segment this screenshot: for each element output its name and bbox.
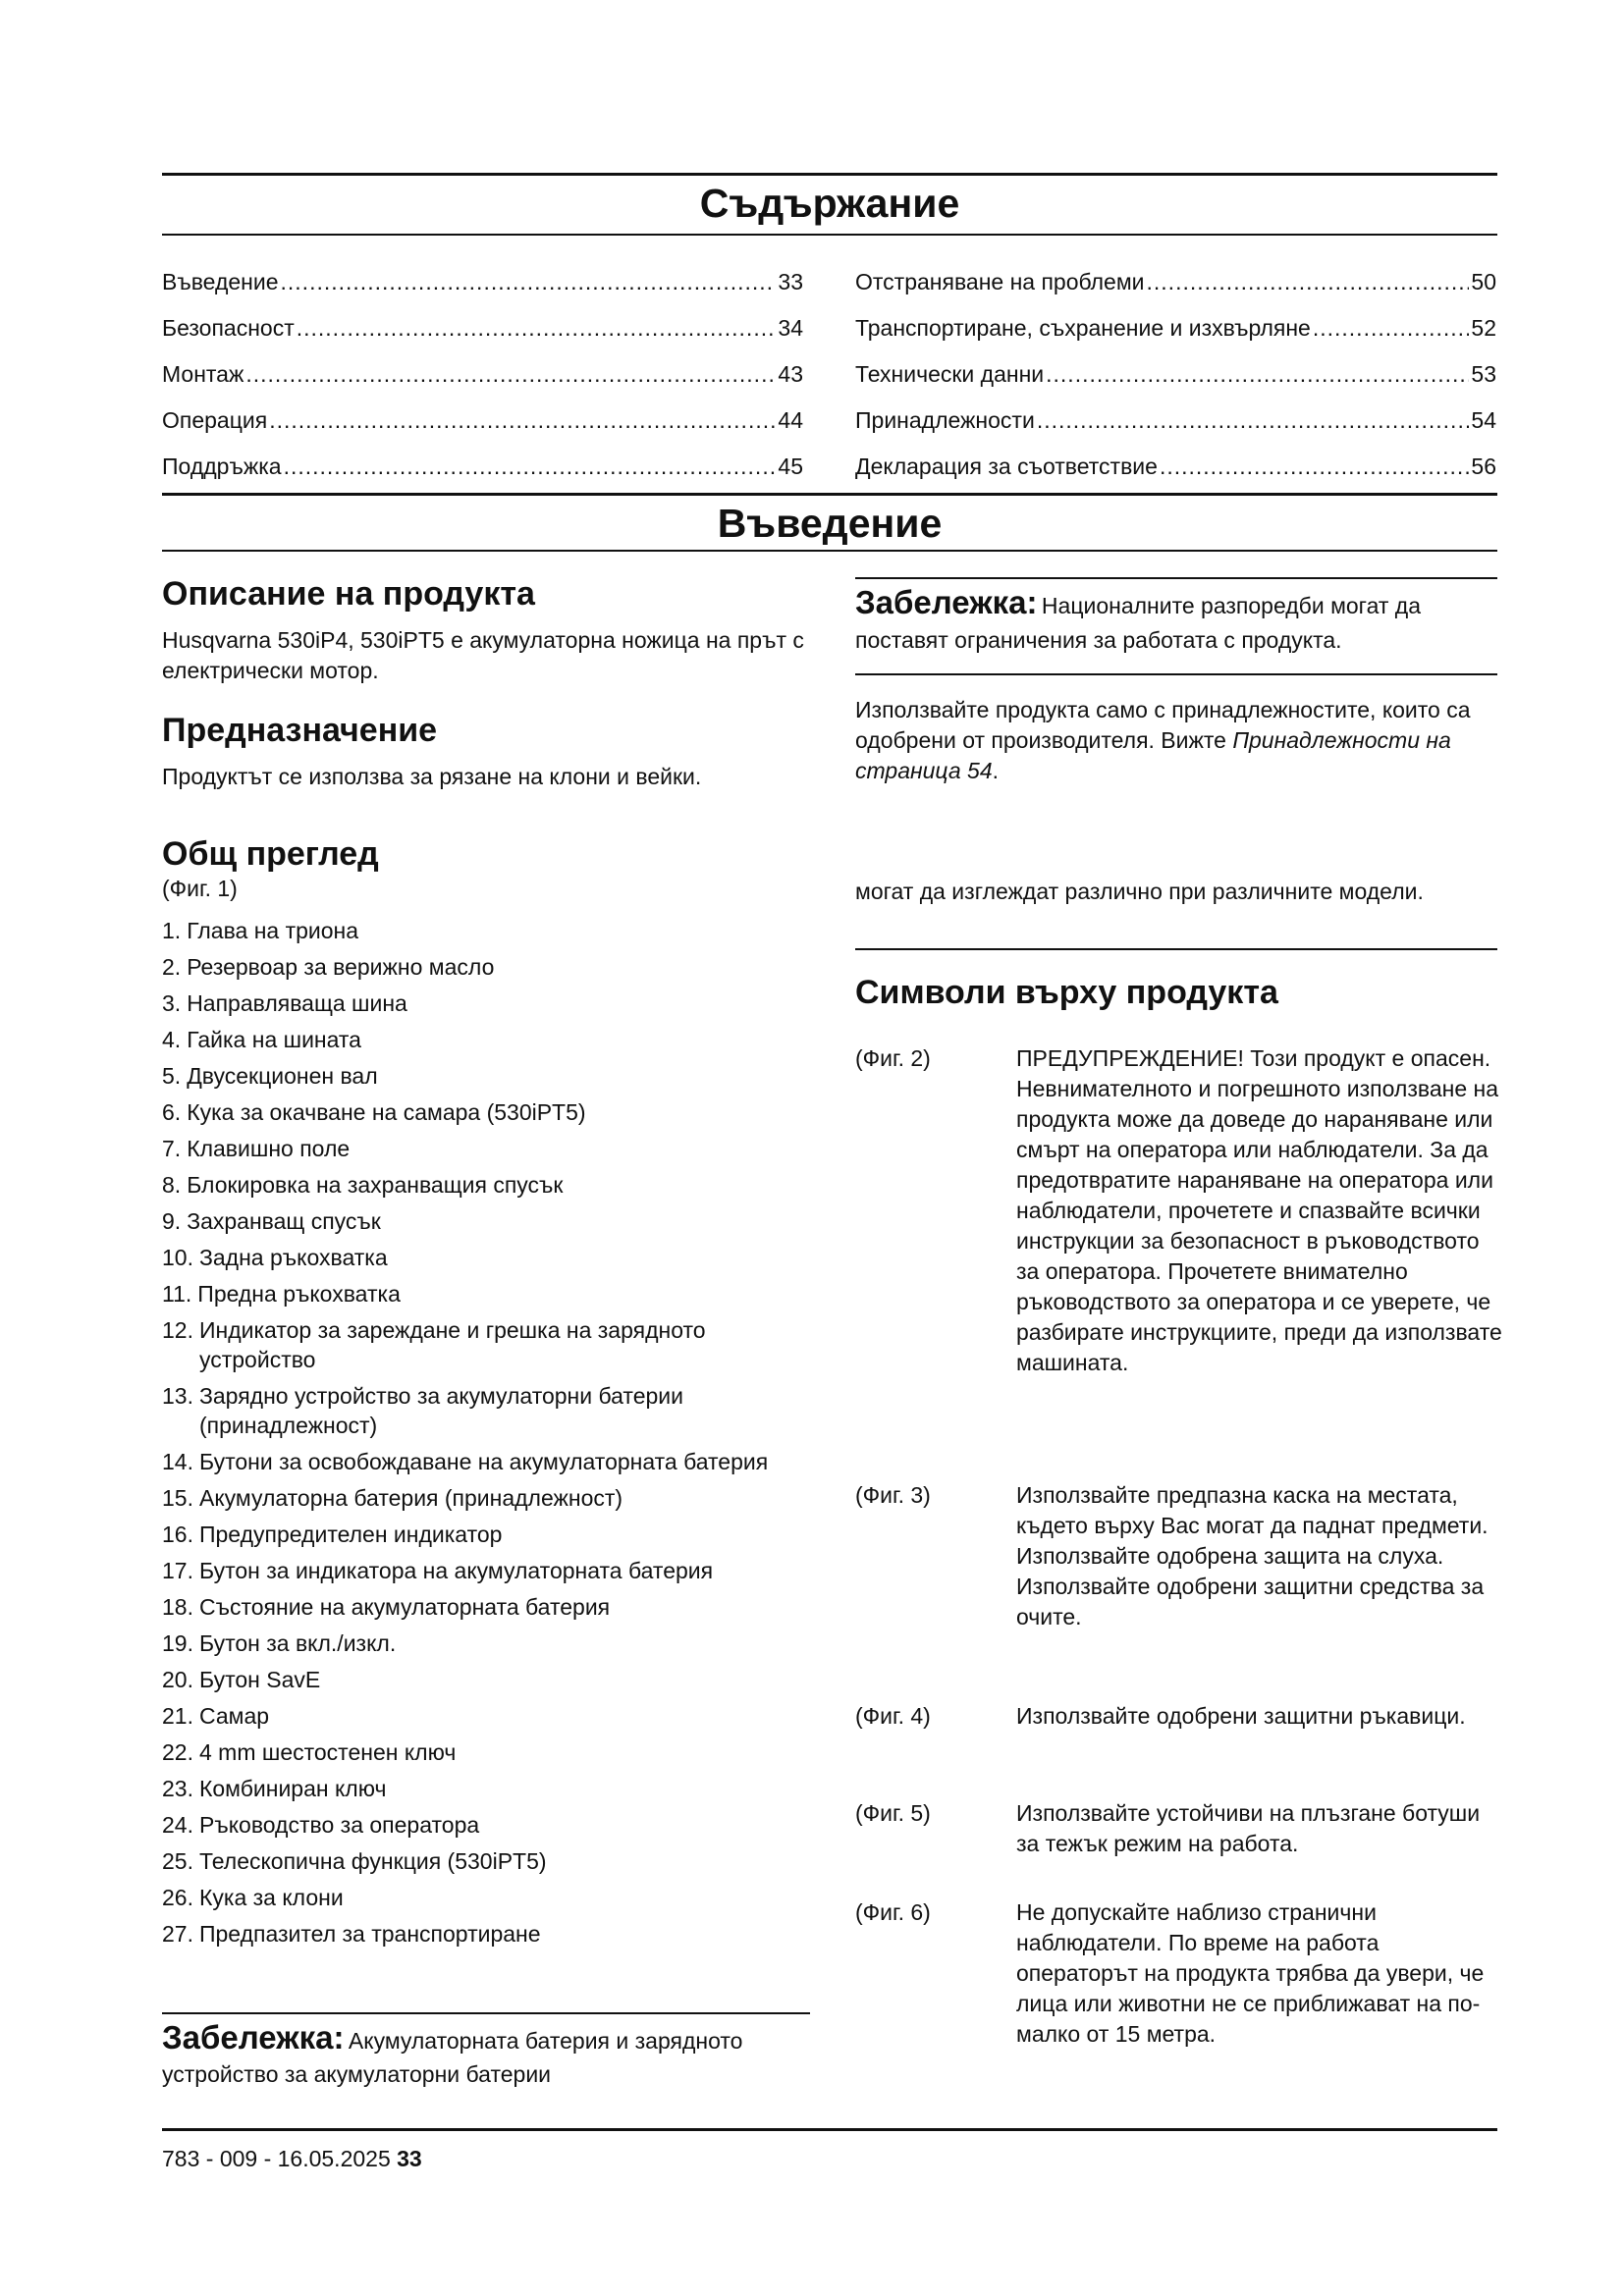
list-item: 18. Състояние на акумулаторната батерия bbox=[162, 1594, 611, 1620]
product-description-section bbox=[162, 574, 810, 686]
list-item: 20. Бутон SavE bbox=[162, 1667, 321, 1692]
note-right bbox=[855, 584, 1497, 660]
list-item: 9. Захранващ спусък bbox=[162, 1208, 381, 1234]
toc-entry[interactable]: Декларация за съответствие ..... 56 bbox=[855, 435, 1496, 481]
intended-use-text: Продуктът се използва за рязане на клони и вейки. bbox=[162, 764, 702, 789]
toc-right-column bbox=[855, 250, 1496, 481]
symbol-fig-ref: (Фиг. 4) bbox=[855, 1703, 931, 1729]
accessories-link[interactable]: Принадлежности на страница 54 bbox=[855, 727, 1451, 783]
list-item: 2. Резервоар за верижно масло bbox=[162, 954, 495, 980]
symbol-fig-ref: (Фиг. 2) bbox=[855, 1045, 931, 1071]
list-item: 5. Двусекционен вал bbox=[162, 1063, 378, 1089]
page-number: 33 bbox=[397, 2146, 422, 2171]
list-item: 3. Направляваща шина bbox=[162, 990, 407, 1016]
symbol-item bbox=[855, 1701, 1503, 1732]
symbols-heading: Символи върху продукта bbox=[855, 974, 1278, 1011]
note-left-rule bbox=[162, 2012, 810, 2014]
toc-entry[interactable]: Отстраняване на проблеми ..... 50 bbox=[855, 250, 1496, 296]
overview-fig-ref: (Фиг. 1) bbox=[162, 876, 238, 901]
note-left-text: Акумулаторната батерия и зарядното устройство за акумулаторни батерии bbox=[162, 2028, 743, 2087]
toc-title: Съдържание bbox=[699, 181, 960, 226]
note-right-top-rule bbox=[855, 577, 1497, 579]
toc-entry[interactable]: Монтаж ..... 43 bbox=[162, 343, 803, 389]
toc-entry[interactable]: Транспортиране, съхранение и изхвърляне ..... 52 bbox=[855, 296, 1496, 343]
continued-rule bbox=[855, 948, 1497, 950]
note-left-label: Забележка: bbox=[162, 2019, 345, 2056]
product-description-heading: Описание на продукта bbox=[162, 575, 535, 613]
overview-heading: Общ преглед bbox=[162, 835, 379, 873]
toc-top-rule bbox=[162, 173, 1497, 176]
list-item: 26. Кука за клони bbox=[162, 1885, 344, 1910]
list-item: 12. Индикатор за зареждане и грешка на зарядното устройство bbox=[162, 1317, 706, 1372]
intro-title: Въведение bbox=[717, 501, 943, 546]
list-item: 25. Телескопична функция (530iPT5) bbox=[162, 1848, 547, 1874]
product-description-text: Husqvarna 530iP4, 530iPT5 е акумулаторна ножица на прът с електрически мотор. bbox=[162, 627, 804, 683]
intended-use-section bbox=[162, 711, 810, 792]
toc-entry[interactable]: Технически данни ..... 53 bbox=[855, 343, 1496, 389]
intended-use-heading: Предназначение bbox=[162, 712, 438, 749]
list-item: 11. Предна ръкохватка bbox=[162, 1281, 401, 1307]
list-item: 15. Акумулаторна батерия (принадлежност) bbox=[162, 1485, 623, 1511]
toc-title-rule bbox=[162, 234, 1497, 236]
accessories-text: Използвайте продукта само с принадлежностите, които са одобрени от производителя. Вижте Принадлежности на страница 54. bbox=[855, 697, 1471, 783]
toc-entry[interactable]: Въведение ..... 33 bbox=[162, 250, 803, 296]
list-item: 10. Задна ръкохватка bbox=[162, 1245, 388, 1270]
list-item: 21. Самар bbox=[162, 1703, 270, 1729]
list-item: 4. Гайка на шината bbox=[162, 1027, 361, 1052]
symbol-description: Използвайте одобрени защитни ръкавици. bbox=[1016, 1703, 1466, 1729]
intro-title-rule bbox=[162, 550, 1497, 552]
list-item: 7. Клавишно поле bbox=[162, 1136, 351, 1161]
list-item: 13. Зарядно устройство за акумулаторни батерии (принадлежност) bbox=[162, 1383, 683, 1438]
note-right-text: Националните разпоредби могат да поставят ограничения за работата с продукта. bbox=[855, 593, 1421, 653]
list-item: 17. Бутон за индикатора на акумулаторната батерия bbox=[162, 1558, 714, 1583]
symbol-item bbox=[855, 1897, 1503, 2050]
note-left bbox=[162, 2019, 810, 2093]
toc-left-column bbox=[162, 250, 803, 481]
symbol-fig-ref: (Фиг. 5) bbox=[855, 1800, 931, 1826]
note-right-label: Забележка: bbox=[855, 584, 1038, 620]
symbol-fig-ref: (Фиг. 6) bbox=[855, 1899, 931, 1925]
intro-top-rule bbox=[162, 493, 1497, 496]
list-item: 14. Бутони за освобождаване на акумулаторната батерия bbox=[162, 1449, 769, 1474]
symbol-description: Не допускайте наблизо странични наблюдатели. По време на работа операторът на продукта трябва да увери, че лица или животни не се приближават на по-малко от 15 метра. bbox=[1016, 1899, 1485, 2047]
toc-entry[interactable]: Поддръжка ..... 45 bbox=[162, 435, 803, 481]
list-item: 23. Комбиниран ключ bbox=[162, 1776, 387, 1801]
toc-entry[interactable]: Принадлежности ..... 54 bbox=[855, 389, 1496, 435]
list-item: 22. 4 mm шестостенен ключ bbox=[162, 1739, 457, 1765]
symbol-description: Използвайте предпазна каска на местата, където върху Вас могат да паднат предмети. Използвайте одобрена защита на слуха. Използвайте одобрени защитни средства за очите. bbox=[1016, 1482, 1489, 1629]
footer-rule bbox=[162, 2128, 1497, 2131]
footer bbox=[162, 2146, 422, 2172]
continued-text: могат да изглеждат различно при различните модели. bbox=[855, 879, 1424, 904]
symbol-item bbox=[855, 1480, 1503, 1632]
list-item: 16. Предупредителен индикатор bbox=[162, 1522, 503, 1547]
list-item: 19. Бутон за вкл./изкл. bbox=[162, 1630, 397, 1656]
note-right-bottom-rule bbox=[855, 673, 1497, 675]
list-item: 8. Блокировка на захранващия спусък bbox=[162, 1172, 564, 1198]
toc-entry[interactable]: Операция ..... 44 bbox=[162, 389, 803, 435]
symbol-item bbox=[855, 1798, 1503, 1859]
symbol-item bbox=[855, 1043, 1503, 1378]
list-item: 1. Глава на триона bbox=[162, 918, 359, 943]
list-item: 6. Кука за окачване на самара (530iPT5) bbox=[162, 1099, 586, 1125]
footer-doc-id: 783 - 009 - 16.05.2025 bbox=[162, 2146, 391, 2171]
symbol-description: ПРЕДУПРЕЖДЕНИЕ! Този продукт е опасен. Невнимателното и погрешното използване на продукта може да доведе до нараняване или смърт на оператора или наблюдатели. За да предотвратите нараняване на оператора или наблюдатели, прочетете и спазвайте всички инструкции за безопасност в ръководството за оператора. Прочетете внимателно ръководството за оператора и се уверете, че разбирате инструкциите, преди да използвате машината. bbox=[1016, 1045, 1502, 1375]
symbol-description: Използвайте устойчиви на плъзгане ботуши за тежък режим на работа. bbox=[1016, 1800, 1481, 1856]
list-item: 24. Ръководство за оператора bbox=[162, 1812, 480, 1838]
symbol-fig-ref: (Фиг. 3) bbox=[855, 1482, 931, 1508]
overview-section bbox=[162, 834, 810, 904]
list-item: 27. Предпазител за транспортиране bbox=[162, 1921, 541, 1947]
toc-entry[interactable]: Безопасност ..... 34 bbox=[162, 296, 803, 343]
parts-list bbox=[162, 916, 810, 1955]
